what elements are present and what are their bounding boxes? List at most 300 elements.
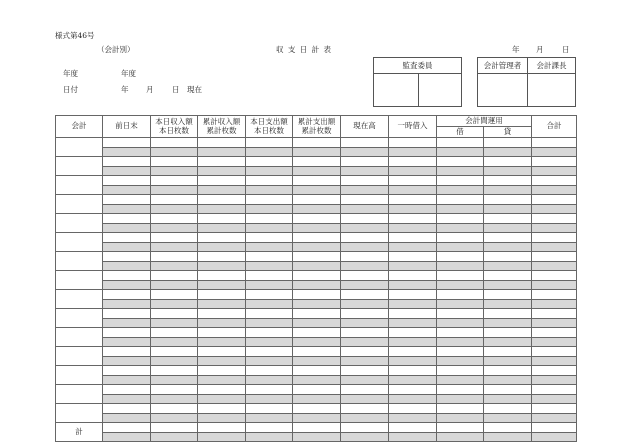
table-cell[interactable]: [484, 290, 532, 300]
table-cell[interactable]: [437, 271, 484, 281]
table-cell[interactable]: [103, 138, 151, 148]
total-cell-band[interactable]: [103, 432, 151, 442]
table-cell[interactable]: [198, 366, 246, 376]
table-cell[interactable]: [151, 157, 198, 167]
account-name-cell[interactable]: [56, 404, 103, 423]
table-cell[interactable]: [246, 195, 293, 205]
table-cell[interactable]: [341, 347, 389, 357]
table-cell[interactable]: [437, 214, 484, 224]
table-cell[interactable]: [389, 138, 437, 148]
table-cell-band[interactable]: [532, 356, 577, 366]
total-cell[interactable]: [532, 423, 577, 433]
table-cell-band[interactable]: [198, 204, 246, 214]
table-cell-band[interactable]: [437, 375, 484, 385]
table-cell[interactable]: [151, 385, 198, 395]
table-cell-band[interactable]: [293, 204, 341, 214]
table-cell-band[interactable]: [532, 261, 577, 271]
table-cell[interactable]: [389, 309, 437, 319]
table-cell-band[interactable]: [341, 166, 389, 176]
table-cell[interactable]: [151, 233, 198, 243]
table-cell-band[interactable]: [437, 413, 484, 423]
table-cell-band[interactable]: [198, 318, 246, 328]
account-name-cell[interactable]: [56, 290, 103, 309]
table-cell[interactable]: [341, 195, 389, 205]
table-cell[interactable]: [246, 347, 293, 357]
table-cell-band[interactable]: [293, 337, 341, 347]
table-cell-band[interactable]: [103, 242, 151, 252]
table-cell-band[interactable]: [484, 299, 532, 309]
table-cell[interactable]: [103, 366, 151, 376]
table-cell-band[interactable]: [198, 147, 246, 157]
table-cell-band[interactable]: [293, 299, 341, 309]
table-cell[interactable]: [198, 404, 246, 414]
table-cell-band[interactable]: [484, 394, 532, 404]
table-cell-band[interactable]: [389, 375, 437, 385]
table-cell-band[interactable]: [198, 280, 246, 290]
total-cell-band[interactable]: [437, 432, 484, 442]
table-cell[interactable]: [484, 347, 532, 357]
table-cell[interactable]: [103, 271, 151, 281]
table-cell[interactable]: [293, 328, 341, 338]
table-cell-band[interactable]: [437, 242, 484, 252]
table-cell-band[interactable]: [389, 147, 437, 157]
table-cell[interactable]: [437, 309, 484, 319]
table-cell-band[interactable]: [532, 413, 577, 423]
total-cell[interactable]: [389, 423, 437, 433]
table-cell[interactable]: [437, 347, 484, 357]
account-name-cell[interactable]: [56, 328, 103, 347]
table-cell-band[interactable]: [437, 204, 484, 214]
table-cell[interactable]: [103, 328, 151, 338]
table-cell[interactable]: [532, 233, 577, 243]
total-cell-band[interactable]: [246, 432, 293, 442]
total-cell-band[interactable]: [151, 432, 198, 442]
table-cell-band[interactable]: [389, 413, 437, 423]
table-cell-band[interactable]: [437, 185, 484, 195]
table-cell-band[interactable]: [532, 223, 577, 233]
table-cell[interactable]: [246, 138, 293, 148]
table-cell-band[interactable]: [341, 394, 389, 404]
table-cell-band[interactable]: [151, 413, 198, 423]
table-cell[interactable]: [103, 252, 151, 262]
table-cell[interactable]: [293, 233, 341, 243]
table-cell-band[interactable]: [198, 394, 246, 404]
table-cell-band[interactable]: [198, 299, 246, 309]
table-cell[interactable]: [341, 252, 389, 262]
table-cell-band[interactable]: [532, 185, 577, 195]
table-cell[interactable]: [341, 271, 389, 281]
table-cell-band[interactable]: [198, 413, 246, 423]
table-cell-band[interactable]: [198, 261, 246, 271]
table-cell-band[interactable]: [532, 280, 577, 290]
table-cell[interactable]: [246, 328, 293, 338]
table-cell[interactable]: [151, 138, 198, 148]
table-cell-band[interactable]: [103, 223, 151, 233]
table-cell-band[interactable]: [341, 204, 389, 214]
total-cell-band[interactable]: [484, 432, 532, 442]
table-cell-band[interactable]: [341, 318, 389, 328]
table-cell[interactable]: [103, 233, 151, 243]
table-cell-band[interactable]: [151, 261, 198, 271]
audit-seal-slot-2[interactable]: [419, 74, 461, 106]
table-cell-band[interactable]: [389, 204, 437, 214]
table-cell[interactable]: [246, 404, 293, 414]
account-name-cell[interactable]: [56, 157, 103, 176]
account-name-cell[interactable]: [56, 214, 103, 233]
total-cell[interactable]: [198, 423, 246, 433]
table-cell-band[interactable]: [532, 166, 577, 176]
table-cell[interactable]: [532, 404, 577, 414]
table-cell-band[interactable]: [246, 337, 293, 347]
manager-seal-slot[interactable]: [478, 74, 527, 106]
table-cell[interactable]: [484, 385, 532, 395]
table-cell-band[interactable]: [198, 185, 246, 195]
table-cell[interactable]: [532, 157, 577, 167]
table-cell-band[interactable]: [151, 299, 198, 309]
table-cell-band[interactable]: [389, 242, 437, 252]
table-cell-band[interactable]: [389, 185, 437, 195]
table-cell[interactable]: [532, 271, 577, 281]
table-cell-band[interactable]: [293, 166, 341, 176]
total-cell-band[interactable]: [293, 432, 341, 442]
table-cell-band[interactable]: [246, 394, 293, 404]
table-cell[interactable]: [246, 309, 293, 319]
table-cell[interactable]: [151, 290, 198, 300]
table-cell[interactable]: [246, 176, 293, 186]
table-cell-band[interactable]: [103, 337, 151, 347]
table-cell[interactable]: [103, 404, 151, 414]
table-cell[interactable]: [532, 176, 577, 186]
table-cell-band[interactable]: [341, 337, 389, 347]
total-cell-band[interactable]: [532, 432, 577, 442]
table-cell[interactable]: [389, 214, 437, 224]
table-cell[interactable]: [389, 176, 437, 186]
table-cell[interactable]: [341, 366, 389, 376]
table-cell-band[interactable]: [246, 185, 293, 195]
table-cell[interactable]: [389, 157, 437, 167]
table-cell[interactable]: [484, 195, 532, 205]
table-cell-band[interactable]: [246, 242, 293, 252]
table-cell[interactable]: [246, 233, 293, 243]
table-cell[interactable]: [437, 233, 484, 243]
table-cell-band[interactable]: [293, 375, 341, 385]
table-cell[interactable]: [532, 195, 577, 205]
total-cell[interactable]: [437, 423, 484, 433]
table-cell[interactable]: [103, 214, 151, 224]
table-cell-band[interactable]: [293, 318, 341, 328]
table-cell-band[interactable]: [484, 337, 532, 347]
table-cell-band[interactable]: [293, 147, 341, 157]
table-cell[interactable]: [103, 157, 151, 167]
table-cell[interactable]: [103, 385, 151, 395]
table-cell[interactable]: [293, 157, 341, 167]
table-cell-band[interactable]: [484, 356, 532, 366]
table-cell[interactable]: [389, 328, 437, 338]
table-cell[interactable]: [151, 309, 198, 319]
table-cell[interactable]: [484, 157, 532, 167]
table-cell-band[interactable]: [151, 375, 198, 385]
table-cell[interactable]: [389, 347, 437, 357]
table-cell-band[interactable]: [532, 318, 577, 328]
table-cell[interactable]: [151, 366, 198, 376]
table-cell[interactable]: [151, 214, 198, 224]
table-cell-band[interactable]: [246, 356, 293, 366]
table-cell-band[interactable]: [293, 261, 341, 271]
account-name-cell[interactable]: [56, 176, 103, 195]
table-cell-band[interactable]: [198, 223, 246, 233]
table-cell[interactable]: [198, 252, 246, 262]
table-cell[interactable]: [151, 328, 198, 338]
table-cell-band[interactable]: [151, 185, 198, 195]
table-cell[interactable]: [437, 366, 484, 376]
chief-seal-slot[interactable]: [528, 74, 575, 106]
table-cell[interactable]: [293, 290, 341, 300]
table-cell[interactable]: [484, 233, 532, 243]
table-cell-band[interactable]: [103, 356, 151, 366]
table-cell[interactable]: [293, 309, 341, 319]
table-cell[interactable]: [437, 138, 484, 148]
table-cell[interactable]: [484, 271, 532, 281]
table-cell[interactable]: [341, 290, 389, 300]
table-cell[interactable]: [341, 138, 389, 148]
table-cell-band[interactable]: [484, 261, 532, 271]
table-cell[interactable]: [151, 252, 198, 262]
table-cell-band[interactable]: [151, 166, 198, 176]
table-cell-band[interactable]: [246, 147, 293, 157]
table-cell-band[interactable]: [341, 280, 389, 290]
table-cell[interactable]: [437, 328, 484, 338]
table-cell[interactable]: [341, 385, 389, 395]
table-cell[interactable]: [532, 214, 577, 224]
table-cell[interactable]: [293, 195, 341, 205]
table-cell[interactable]: [198, 195, 246, 205]
table-cell-band[interactable]: [389, 280, 437, 290]
table-cell[interactable]: [484, 366, 532, 376]
table-cell[interactable]: [293, 347, 341, 357]
table-cell-band[interactable]: [437, 166, 484, 176]
table-cell[interactable]: [389, 385, 437, 395]
table-cell[interactable]: [437, 157, 484, 167]
table-cell[interactable]: [389, 404, 437, 414]
table-cell-band[interactable]: [484, 280, 532, 290]
table-cell-band[interactable]: [341, 375, 389, 385]
audit-seal-slot-1[interactable]: [374, 74, 418, 106]
table-cell-band[interactable]: [246, 280, 293, 290]
table-cell-band[interactable]: [293, 413, 341, 423]
account-name-cell[interactable]: [56, 347, 103, 366]
table-cell-band[interactable]: [341, 185, 389, 195]
table-cell-band[interactable]: [437, 147, 484, 157]
table-cell[interactable]: [198, 290, 246, 300]
table-cell-band[interactable]: [389, 166, 437, 176]
table-cell-band[interactable]: [103, 413, 151, 423]
table-cell-band[interactable]: [341, 223, 389, 233]
table-cell-band[interactable]: [246, 261, 293, 271]
table-cell[interactable]: [341, 214, 389, 224]
table-cell[interactable]: [484, 404, 532, 414]
table-cell[interactable]: [198, 347, 246, 357]
table-cell[interactable]: [103, 290, 151, 300]
table-cell[interactable]: [246, 157, 293, 167]
table-cell-band[interactable]: [151, 394, 198, 404]
table-cell-band[interactable]: [151, 356, 198, 366]
table-cell-band[interactable]: [484, 375, 532, 385]
table-cell-band[interactable]: [389, 223, 437, 233]
table-cell-band[interactable]: [389, 394, 437, 404]
table-cell-band[interactable]: [246, 413, 293, 423]
table-cell-band[interactable]: [198, 375, 246, 385]
table-cell-band[interactable]: [437, 280, 484, 290]
table-cell-band[interactable]: [246, 375, 293, 385]
table-cell[interactable]: [532, 252, 577, 262]
table-cell[interactable]: [389, 252, 437, 262]
table-cell[interactable]: [341, 309, 389, 319]
table-cell[interactable]: [198, 138, 246, 148]
table-cell[interactable]: [484, 176, 532, 186]
table-cell-band[interactable]: [389, 299, 437, 309]
total-cell[interactable]: [293, 423, 341, 433]
table-cell-band[interactable]: [437, 299, 484, 309]
table-cell-band[interactable]: [532, 204, 577, 214]
table-cell[interactable]: [389, 195, 437, 205]
table-cell-band[interactable]: [341, 242, 389, 252]
table-cell[interactable]: [198, 271, 246, 281]
table-cell[interactable]: [246, 290, 293, 300]
table-cell-band[interactable]: [151, 337, 198, 347]
table-cell-band[interactable]: [532, 337, 577, 347]
account-name-cell[interactable]: [56, 233, 103, 252]
table-cell[interactable]: [198, 157, 246, 167]
table-cell-band[interactable]: [103, 280, 151, 290]
table-cell[interactable]: [151, 404, 198, 414]
table-cell-band[interactable]: [389, 337, 437, 347]
table-cell[interactable]: [437, 385, 484, 395]
table-cell[interactable]: [246, 271, 293, 281]
table-cell-band[interactable]: [341, 147, 389, 157]
table-cell-band[interactable]: [532, 147, 577, 157]
table-cell-band[interactable]: [293, 356, 341, 366]
table-cell-band[interactable]: [532, 242, 577, 252]
table-cell-band[interactable]: [341, 299, 389, 309]
table-cell[interactable]: [198, 233, 246, 243]
table-cell-band[interactable]: [293, 223, 341, 233]
account-name-cell[interactable]: [56, 195, 103, 214]
table-cell-band[interactable]: [246, 204, 293, 214]
table-cell-band[interactable]: [246, 318, 293, 328]
table-cell[interactable]: [437, 195, 484, 205]
table-cell-band[interactable]: [151, 147, 198, 157]
table-cell[interactable]: [198, 214, 246, 224]
table-cell-band[interactable]: [103, 147, 151, 157]
table-cell[interactable]: [293, 138, 341, 148]
account-name-cell[interactable]: [56, 309, 103, 328]
table-cell[interactable]: [484, 138, 532, 148]
table-cell-band[interactable]: [103, 185, 151, 195]
table-cell[interactable]: [151, 176, 198, 186]
table-cell[interactable]: [293, 214, 341, 224]
table-cell-band[interactable]: [484, 318, 532, 328]
table-cell[interactable]: [246, 252, 293, 262]
table-cell[interactable]: [532, 385, 577, 395]
table-cell-band[interactable]: [532, 375, 577, 385]
account-name-cell[interactable]: [56, 252, 103, 271]
table-cell-band[interactable]: [532, 394, 577, 404]
table-cell[interactable]: [341, 328, 389, 338]
table-cell-band[interactable]: [341, 261, 389, 271]
table-cell[interactable]: [341, 404, 389, 414]
table-cell-band[interactable]: [484, 204, 532, 214]
table-cell-band[interactable]: [437, 394, 484, 404]
table-cell[interactable]: [484, 252, 532, 262]
table-cell-band[interactable]: [293, 242, 341, 252]
table-cell[interactable]: [151, 271, 198, 281]
table-cell-band[interactable]: [484, 147, 532, 157]
table-cell-band[interactable]: [246, 299, 293, 309]
table-cell[interactable]: [293, 404, 341, 414]
table-cell[interactable]: [198, 176, 246, 186]
table-cell[interactable]: [484, 328, 532, 338]
table-cell[interactable]: [293, 385, 341, 395]
table-cell[interactable]: [437, 176, 484, 186]
table-cell-band[interactable]: [484, 413, 532, 423]
table-cell[interactable]: [198, 309, 246, 319]
table-cell-band[interactable]: [103, 394, 151, 404]
table-cell-band[interactable]: [151, 223, 198, 233]
table-cell[interactable]: [484, 309, 532, 319]
table-cell-band[interactable]: [103, 375, 151, 385]
table-cell[interactable]: [437, 252, 484, 262]
table-cell[interactable]: [437, 290, 484, 300]
account-name-cell[interactable]: [56, 138, 103, 157]
total-cell-band[interactable]: [198, 432, 246, 442]
table-cell-band[interactable]: [198, 356, 246, 366]
table-cell[interactable]: [389, 290, 437, 300]
table-cell-band[interactable]: [437, 261, 484, 271]
table-cell-band[interactable]: [246, 166, 293, 176]
table-cell-band[interactable]: [484, 166, 532, 176]
table-cell[interactable]: [103, 309, 151, 319]
table-cell[interactable]: [246, 385, 293, 395]
table-cell-band[interactable]: [198, 337, 246, 347]
table-cell[interactable]: [389, 233, 437, 243]
table-cell-band[interactable]: [437, 356, 484, 366]
total-cell[interactable]: [341, 423, 389, 433]
table-cell[interactable]: [293, 271, 341, 281]
table-cell[interactable]: [198, 328, 246, 338]
table-cell-band[interactable]: [437, 223, 484, 233]
table-cell[interactable]: [341, 157, 389, 167]
table-cell-band[interactable]: [103, 204, 151, 214]
table-cell-band[interactable]: [484, 242, 532, 252]
table-cell[interactable]: [293, 176, 341, 186]
table-cell[interactable]: [151, 195, 198, 205]
table-cell-band[interactable]: [437, 337, 484, 347]
table-cell[interactable]: [246, 214, 293, 224]
table-cell-band[interactable]: [389, 318, 437, 328]
table-cell[interactable]: [437, 404, 484, 414]
table-cell[interactable]: [151, 347, 198, 357]
total-cell-band[interactable]: [389, 432, 437, 442]
account-name-cell[interactable]: [56, 271, 103, 290]
table-cell-band[interactable]: [293, 280, 341, 290]
table-cell[interactable]: [532, 290, 577, 300]
table-cell-band[interactable]: [103, 299, 151, 309]
table-cell[interactable]: [532, 328, 577, 338]
table-cell[interactable]: [293, 252, 341, 262]
table-cell[interactable]: [293, 366, 341, 376]
table-cell[interactable]: [103, 347, 151, 357]
table-cell[interactable]: [389, 271, 437, 281]
